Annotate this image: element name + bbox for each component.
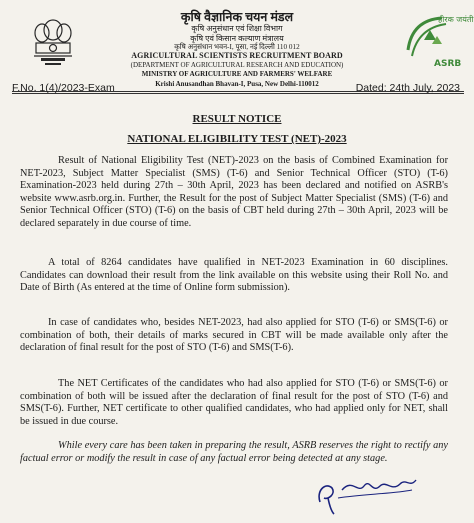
notice-title: RESULT NOTICE <box>192 113 282 125</box>
signature <box>312 468 422 516</box>
ministry-name: MINISTRY OF AGRICULTURE AND FARMERS' WELFARE <box>141 70 333 78</box>
hindi-board-name: कृषि वैज्ञानिक चयन मंडल <box>180 10 294 24</box>
board-address: Krishi Anusandhan Bhavan-I, Pusa, New Delhi-110012 <box>155 80 319 88</box>
asrb-jubilee-logo <box>402 10 474 78</box>
department-name: (DEPARTMENT OF AGRICULTURAL RESEARCH AND EDUCATION) <box>130 61 344 69</box>
notice-date: Dated: 24th July, 2023 <box>355 82 460 94</box>
paragraph-qualified-candidates: A total of 8264 candidates have qualified in NET-2023 Examination in 60 disciplines. Candidates can download their result from the link available on this website using their Roll No. and Date of Birth (As entered at the time of Online form submission). <box>20 257 448 294</box>
board-name: AGRICULTURAL SCIENTISTS RECRUITMENT BOARD <box>131 51 343 60</box>
hindi-address: कृषि अनुसंधान भवन-I, पूसा, नई दिल्ली 110 012 <box>174 43 300 51</box>
hindi-ministry: कृषि एवं किसान कल्याण मंत्रालय <box>190 34 284 43</box>
paragraph-result-declared: Result of National Eligibility Test (NET)-2023 on the basis of Combined Examination for NET-2023, Subject Matter Specialist (SMS) (T-6) and Senior Technical Officer (STO) (T-6) Examination-2023 held during 27th – 30th April, 2023 has been declared and notified on ASRB's website www.asrb.org.in. Further, the Result for the post of Subject Matter Specialist (SMS) (T-6) and Senior Technical Officer (STO) (T-6) on the basis of CBT held during 27th – 30th April, 2023 will be declared separately in due course of time. <box>20 155 448 229</box>
paragraph-net-certificates: The NET Certificates of the candidates who had also applied for STO (T-6) or SMS(T-6) or combination of both will be issued after the declaration of final result for the post of STO (T-6) and SMS(T-6). Further, NET certificate to other qualified candidates, who had applied only for NET, shall be issued in due course. <box>20 378 448 427</box>
hindi-department: कृषि अनुसंधान एवं शिक्षा विभाग <box>191 24 283 33</box>
svg-text:ASRB: ASRB <box>434 59 462 69</box>
notice-subtitle: NATIONAL ELIGIBILITY TEST (NET)-2023 <box>127 133 347 145</box>
paragraph-disclaimer: While every care has been taken in preparing the result, ASRB reserves the right to rectify any factual error or modify the result in case of any factual error being detected at any stage. <box>20 440 448 464</box>
national-emblem-icon <box>28 14 78 74</box>
svg-text:हीरक जयंती: हीरक जयंती <box>438 15 474 24</box>
paragraph-sto-sms-marks: In case of candidates who, besides NET-2023, had also applied for STO (T-6) or SMS(T-6) or combination of both, their details of marks secured in CBT will be made available only after the declaration of final result for the post of STO (T-6) and SMS(T-6). <box>20 317 448 354</box>
file-number: F.No. 1(4)/2023-Exam <box>12 82 115 94</box>
